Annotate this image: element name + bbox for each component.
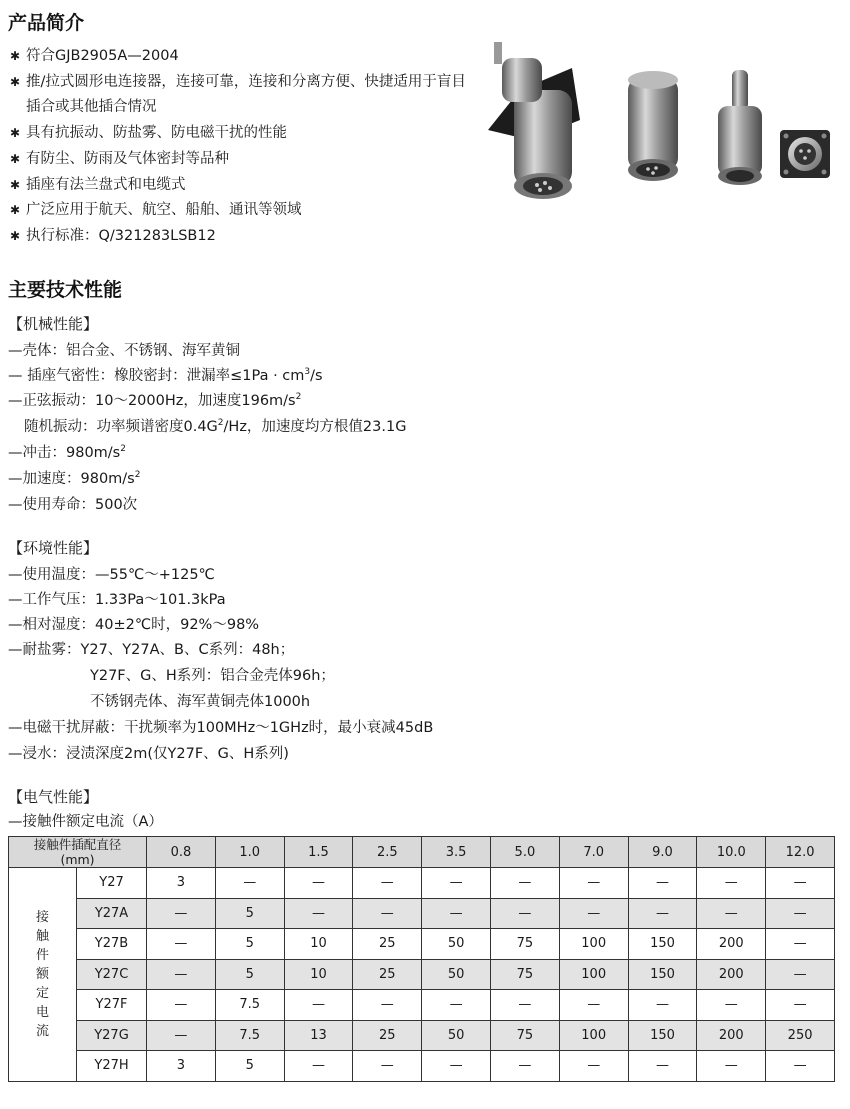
current-value-cell: — xyxy=(628,1051,697,1082)
table-header-row xyxy=(9,837,835,868)
intro-bullet: ✱ 有防尘、防雨及气体密封等品种 xyxy=(10,147,480,173)
intro-bullet: ✱ 插座有法兰盘式和电缆式 xyxy=(10,173,480,199)
header-col: 1.0 xyxy=(215,837,284,868)
env-line-pressure: —工作气压：1.33Pa～101.3kPa xyxy=(8,592,226,608)
current-value-cell: — xyxy=(697,898,766,929)
current-value-cell: — xyxy=(147,959,216,990)
current-value-cell: 50 xyxy=(422,1020,491,1051)
current-value-cell: — xyxy=(697,868,766,899)
current-value-cell: 3 xyxy=(147,1051,216,1082)
current-value-cell: 25 xyxy=(353,1020,422,1051)
asterisk-icon: ✱ xyxy=(10,228,21,243)
current-value-cell: 50 xyxy=(422,959,491,990)
current-value-cell: — xyxy=(559,990,628,1021)
asterisk-icon: ✱ xyxy=(10,49,21,63)
mech-line-random-vibration: 随机振动：功率频谱密度$0.4G^2/Hz$，加速度均方根值23.1G xyxy=(24,418,407,435)
current-value-cell: 150 xyxy=(628,1020,697,1051)
model-cell: Y27F xyxy=(77,990,147,1021)
electrical-subtitle: —接触件额定电流（A） xyxy=(8,814,163,830)
header-col: 10.0 xyxy=(697,837,766,868)
current-value-cell: — xyxy=(628,990,697,1021)
current-value-cell: 100 xyxy=(559,959,628,990)
env-line-salt-fog-steel: 不锈钢壳体、海军黄铜壳体1000h xyxy=(90,694,311,710)
current-value-cell: — xyxy=(284,898,353,929)
current-value-cell: — xyxy=(422,1051,491,1082)
current-value-cell: — xyxy=(353,898,422,929)
mech-line-life: —使用寿命：500次 xyxy=(8,497,138,513)
table-row xyxy=(9,868,835,899)
current-value-cell: — xyxy=(422,868,491,899)
header-diameter-label: 接触件插配直径 (mm) xyxy=(9,837,147,868)
env-line-immersion: —浸水：浸渍深度2m(仅Y27F、G、H系列) xyxy=(8,746,289,762)
tech-title: 主要技术性能 xyxy=(8,279,123,301)
intro-bullet: ✱ 执行标准：Q/321283LSB12 xyxy=(10,224,480,250)
asterisk-icon: ✱ xyxy=(10,151,21,166)
header-col: 3.5 xyxy=(422,837,491,868)
current-value-cell: 25 xyxy=(353,959,422,990)
current-value-cell: — xyxy=(491,1051,560,1082)
header-col: 2.5 xyxy=(353,837,422,868)
current-value-cell: — xyxy=(559,1051,628,1082)
mech-line-shell: —壳体：铝合金、不锈钢、海军黄铜 xyxy=(8,343,240,359)
asterisk-icon: ✱ xyxy=(10,126,21,141)
current-value-cell: — xyxy=(147,1020,216,1051)
flange-receptacle-image xyxy=(780,130,830,178)
current-value-cell: 10 xyxy=(284,959,353,990)
mech-line-airtight: — 插座气密性：橡胶密封：泄漏率$\le 1Pa \cdot cm^3/s$ xyxy=(8,367,323,384)
current-value-cell: 50 xyxy=(422,929,491,960)
current-value-cell: — xyxy=(491,990,560,1021)
asterisk-icon: ✱ xyxy=(10,177,21,192)
table-row xyxy=(9,959,835,990)
env-line-temperature: —使用温度：—55℃～+125℃ xyxy=(8,567,215,583)
header-col: 12.0 xyxy=(766,837,835,868)
current-value-cell: — xyxy=(422,990,491,1021)
environmental-section-label: 【环境性能】 xyxy=(8,539,99,557)
current-value-cell: 75 xyxy=(491,1020,560,1051)
current-value-cell: — xyxy=(353,990,422,1021)
intro-bullet: ✱ 广泛应用于航天、航空、船舶、通讯等领域 xyxy=(10,198,480,224)
current-value-cell: 13 xyxy=(284,1020,353,1051)
current-value-cell: — xyxy=(215,868,284,899)
current-value-cell: — xyxy=(559,898,628,929)
header-col: 7.0 xyxy=(559,837,628,868)
current-value-cell: 150 xyxy=(628,929,697,960)
model-cell: Y27G xyxy=(77,1020,147,1051)
current-value-cell: — xyxy=(766,990,835,1021)
intro-bullet: ✱ 推/拉式圆形电连接器，连接可靠，连接和分离方便、快捷适用于盲目插合或其他插合情况 xyxy=(10,70,480,121)
current-value-cell: — xyxy=(766,1051,835,1082)
current-value-cell: 250 xyxy=(766,1020,835,1051)
model-cell: Y27C xyxy=(77,959,147,990)
large-connector-image xyxy=(488,42,580,199)
current-value-cell: 5 xyxy=(215,929,284,960)
current-value-cell: — xyxy=(628,868,697,899)
table-row xyxy=(9,898,835,929)
table-row xyxy=(9,990,835,1021)
asterisk-icon: ✱ xyxy=(10,74,21,89)
model-cell: Y27A xyxy=(77,898,147,929)
intro-bullet: ✱ 符合GJB2905A—2004 xyxy=(10,44,480,70)
current-value-cell: 75 xyxy=(491,929,560,960)
model-cell: Y27B xyxy=(77,929,147,960)
current-value-cell: — xyxy=(353,1051,422,1082)
rated-current-table xyxy=(8,836,835,1082)
header-col: 1.5 xyxy=(284,837,353,868)
current-value-cell: — xyxy=(147,990,216,1021)
current-value-cell: — xyxy=(491,868,560,899)
current-value-cell: — xyxy=(284,1051,353,1082)
intro-title: 产品简介 xyxy=(8,12,85,34)
current-value-cell: 5 xyxy=(215,1051,284,1082)
current-value-cell: 150 xyxy=(628,959,697,990)
current-value-cell: 5 xyxy=(215,898,284,929)
header-col: 5.0 xyxy=(491,837,560,868)
env-line-salt-fog-fgh: Y27F、G、H系列：铝合金壳体96h； xyxy=(90,668,335,684)
current-value-cell: — xyxy=(628,898,697,929)
slim-connector-image xyxy=(718,70,762,185)
current-value-cell: — xyxy=(766,898,835,929)
row-group-label: 接 触 件 额 定 电 流 xyxy=(9,868,77,1082)
current-value-cell: 10 xyxy=(284,929,353,960)
mech-line-acceleration: —加速度：$980m/s^2$ xyxy=(8,470,141,487)
intro-bullet: ✱ 具有抗振动、防盐雾、防电磁干扰的性能 xyxy=(10,121,480,147)
current-value-cell: — xyxy=(422,898,491,929)
current-value-cell: 200 xyxy=(697,959,766,990)
current-value-cell: 5 xyxy=(215,959,284,990)
table-row xyxy=(9,929,835,960)
current-value-cell: — xyxy=(766,959,835,990)
current-value-cell: 7.5 xyxy=(215,990,284,1021)
env-line-salt-fog: —耐盐雾：Y27、Y27A、B、C系列：48h； xyxy=(8,642,295,658)
mech-line-shock: —冲击：$980m/s^2$ xyxy=(8,444,126,461)
mech-line-sine-vibration: —正弦振动：10～2000Hz，加速度$196m/s^2$ xyxy=(8,392,302,409)
header-col: 0.8 xyxy=(147,837,216,868)
env-line-emi-shielding: —电磁干扰屏蔽：干扰频率为100MHz～1GHz时，最小衰减45dB xyxy=(8,720,434,736)
electrical-section-label: 【电气性能】 xyxy=(8,788,99,806)
current-value-cell: 100 xyxy=(559,929,628,960)
env-line-humidity: —相对湿度：40±2℃时，92%～98% xyxy=(8,617,260,633)
current-value-cell: 200 xyxy=(697,929,766,960)
current-value-cell: — xyxy=(147,929,216,960)
current-value-cell: 200 xyxy=(697,1020,766,1051)
model-cell: Y27 xyxy=(77,868,147,899)
current-value-cell: 7.5 xyxy=(215,1020,284,1051)
model-cell: Y27H xyxy=(77,1051,147,1082)
current-value-cell: 3 xyxy=(147,868,216,899)
medium-connector-image xyxy=(628,71,678,181)
current-value-cell: — xyxy=(147,898,216,929)
header-col: 9.0 xyxy=(628,837,697,868)
current-value-cell: — xyxy=(559,868,628,899)
current-value-cell: 75 xyxy=(491,959,560,990)
current-value-cell: — xyxy=(284,868,353,899)
current-value-cell: — xyxy=(284,990,353,1021)
current-value-cell: — xyxy=(697,1051,766,1082)
current-value-cell: — xyxy=(766,868,835,899)
intro-bullet-list xyxy=(10,44,480,250)
current-value-cell: — xyxy=(697,990,766,1021)
table-row xyxy=(9,1020,835,1051)
connector-product-photo xyxy=(480,30,840,220)
current-value-cell: 100 xyxy=(559,1020,628,1051)
mechanical-section-label: 【机械性能】 xyxy=(8,315,99,333)
current-value-cell: — xyxy=(766,929,835,960)
current-value-cell: — xyxy=(491,898,560,929)
asterisk-icon: ✱ xyxy=(10,203,21,218)
current-value-cell: 25 xyxy=(353,929,422,960)
table-row xyxy=(9,1051,835,1082)
current-value-cell: — xyxy=(353,868,422,899)
